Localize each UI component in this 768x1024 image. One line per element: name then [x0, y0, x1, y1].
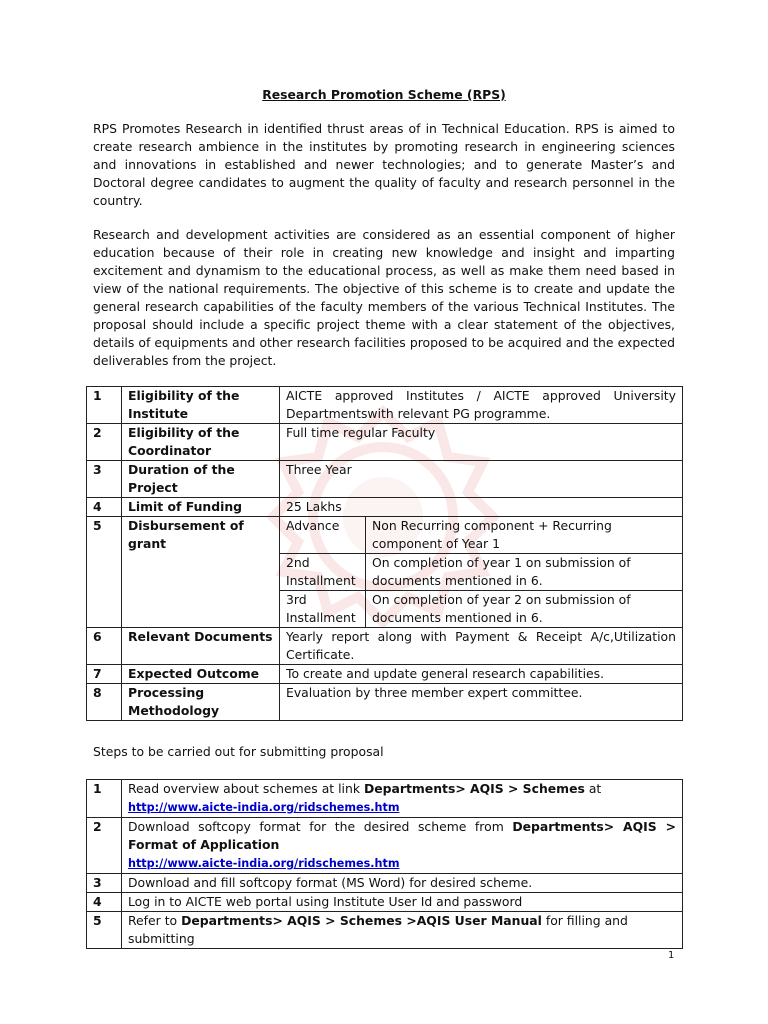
row-value: Full time regular Faculty	[280, 424, 683, 461]
row-label: Eligibility of the Institute	[122, 387, 280, 424]
step-text	[122, 818, 683, 874]
step-text: Download and fill softcopy format (MS Word) for desired scheme.	[122, 874, 683, 893]
steps-table	[86, 779, 683, 949]
step-number: 1	[87, 780, 122, 818]
objective-paragraph: Research and development activities are considered as an essential component of higher education because of their role in creating new knowledge and insight and imparting excitement and dynamism to the educational process, as well as make them need based in view of the national requirements. The objective of this scheme is to create and update the general research capabilities of the faculty members of the various Technical Institutes. The proposal should include a specific project theme with a clear statement of the objectives, details of equipments and other research facilities proposed to be acquired and the expected deliverables from the project.	[93, 227, 675, 368]
installment-text: On completion of year 2 on submission of documents mentioned in 6.	[366, 591, 683, 628]
step-number: 5	[87, 912, 122, 949]
disbursement-cell	[280, 517, 683, 628]
installment-text: Non Recurring component + Recurring component of Year 1	[366, 517, 683, 554]
intro-paragraph: RPS Promotes Research in identified thrust areas of in Technical Education. RPS is aimed to create research ambience in the institutes by promoting research in engineering sciences and innovations in established and newer technologies; and to generate Master’s and Doctoral degree candidates to augment the quality of faculty and research personnel in the country.	[93, 121, 675, 208]
row-value: 25 Lakhs	[280, 498, 683, 517]
table-row	[87, 424, 683, 461]
installment-stage: 3rd Installment	[280, 591, 366, 628]
row-label: Eligibility of the Coordinator	[122, 424, 280, 461]
details-table	[86, 386, 683, 721]
row-number: 2	[87, 424, 122, 461]
table-row	[87, 874, 683, 893]
row-number: 6	[87, 628, 122, 665]
row-label: Processing Methodology	[122, 684, 280, 721]
disbursement-table	[280, 517, 682, 627]
step-text-post: for filling and submitting	[128, 913, 628, 946]
step-text	[122, 912, 683, 949]
table-row	[87, 517, 683, 628]
installment-row	[280, 517, 682, 554]
table-row	[87, 387, 683, 424]
installment-row	[280, 591, 682, 628]
step-nav-path: Departments> AQIS > Schemes	[363, 781, 585, 796]
table-row	[87, 912, 683, 949]
row-number: 8	[87, 684, 122, 721]
table-row	[87, 818, 683, 874]
step-text-pre: Refer to	[128, 913, 182, 928]
row-label: Relevant Documents	[122, 628, 280, 665]
step-number: 2	[87, 818, 122, 874]
row-value: Three Year	[280, 461, 683, 498]
row-value: Yearly report along with Payment & Receipt A/c,Utilization Certificate.	[280, 628, 683, 665]
installment-text: On completion of year 1 on submission of documents mentioned in 6.	[366, 554, 683, 591]
steps-heading: Steps to be carried out for submitting proposal	[93, 744, 384, 759]
table-row	[87, 628, 683, 665]
step-nav-path: Departments> AQIS > Format of Application	[128, 819, 676, 852]
step-text-post: at	[584, 781, 602, 796]
table-row	[87, 665, 683, 684]
table-row	[87, 893, 683, 912]
ridschemes-link[interactable]: http://www.aicte-india.org/ridschemes.htm	[128, 801, 400, 814]
step-nav-path: Departments> AQIS > Schemes >AQIS User Manual	[181, 913, 542, 928]
row-number: 3	[87, 461, 122, 498]
step-text-pre: Download softcopy format for the desired scheme from	[128, 819, 513, 834]
installment-stage: 2nd Installment	[280, 554, 366, 591]
page-number: 1	[668, 950, 675, 961]
row-number: 5	[87, 517, 122, 628]
row-number: 1	[87, 387, 122, 424]
table-row	[87, 684, 683, 721]
installment-row	[280, 554, 682, 591]
installment-stage: Advance	[280, 517, 366, 554]
row-label: Duration of the Project	[122, 461, 280, 498]
step-number: 4	[87, 893, 122, 912]
document-page	[93, 86, 675, 949]
table-row	[87, 498, 683, 517]
ridschemes-link[interactable]: http://www.aicte-india.org/ridschemes.htm	[128, 857, 400, 870]
row-label: Disbursement of grant	[122, 517, 280, 628]
step-text: Log in to AICTE web portal using Institute User Id and password	[122, 893, 683, 912]
row-label: Expected Outcome	[122, 665, 280, 684]
row-number: 7	[87, 665, 122, 684]
step-number: 3	[87, 874, 122, 893]
row-number: 4	[87, 498, 122, 517]
step-text	[122, 780, 683, 818]
row-label: Limit of Funding	[122, 498, 280, 517]
table-row	[87, 461, 683, 498]
page-title: Research Promotion Scheme (RPS)	[262, 87, 506, 102]
row-value: Evaluation by three member expert committee.	[280, 684, 683, 721]
row-value: To create and update general research capabilities.	[280, 665, 683, 684]
step-text-pre: Read overview about schemes at link	[128, 781, 364, 796]
table-row	[87, 780, 683, 818]
row-value: AICTE approved Institutes / AICTE approved University Departmentswith relevant PG programme.	[280, 387, 683, 424]
